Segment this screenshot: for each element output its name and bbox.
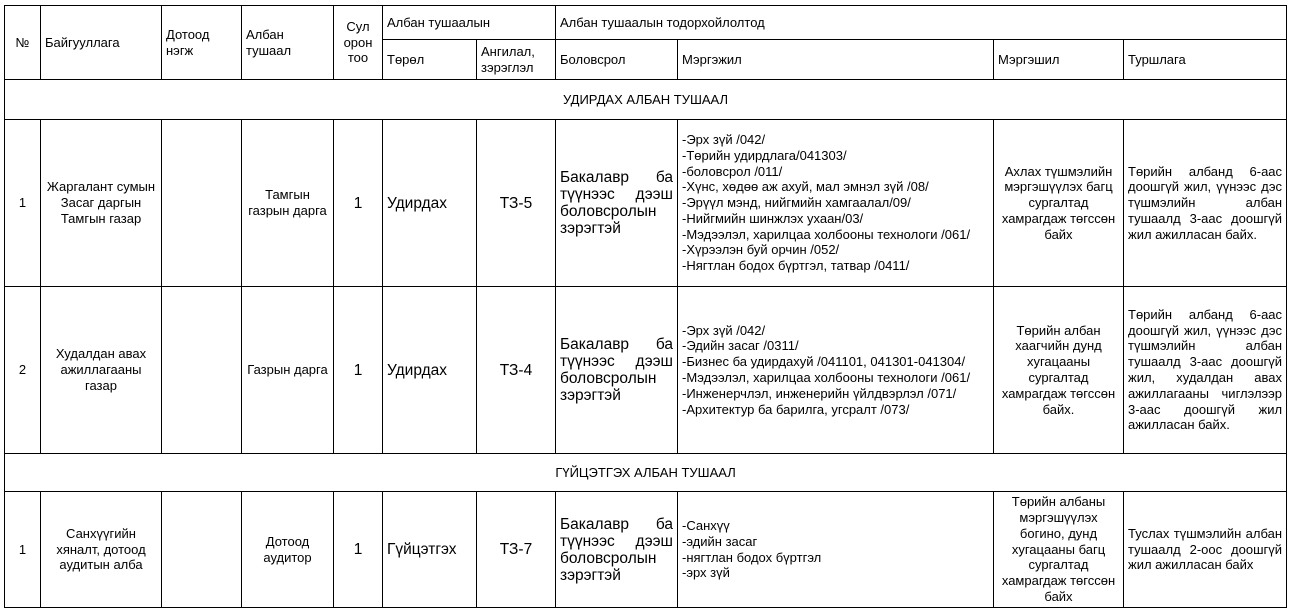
cell-unit bbox=[162, 492, 242, 608]
cell-skill: Төрийн албаны мэргэшүүлэх богино, дунд хугацааны багц сургалтад хамрагдаж төгссөн байх bbox=[994, 492, 1124, 608]
header-category: Ангилал, зэрэглэл bbox=[477, 40, 556, 80]
section-title: ГҮЙЦЭТГЭХ АЛБАН ТУШААЛ bbox=[5, 454, 1287, 492]
profession-item: -Эрүүл мэнд, нийгмийн хамгаалал/09/ bbox=[682, 195, 911, 211]
cell-experience: Төрийн албанд 6-аас доошгүй жил, үүнээс дэс түшмэлийн албан тушаалд 3-аас доошгүй жил ажилласан байх. bbox=[1124, 120, 1287, 287]
profession-item: -Мэдээлэл, харилцаа холбооны технологи /061/ bbox=[682, 226, 971, 242]
cell-type: Гүйцэтгэх bbox=[383, 492, 477, 608]
profession-item: -Эдийн засаг /0311/ bbox=[682, 338, 799, 354]
profession-item: -нягтлан бодох бүртгэл bbox=[682, 549, 822, 565]
cell-org: Санхүүгийн хяналт, дотоод аудитын алба bbox=[41, 492, 162, 608]
header-education: Боловсрол bbox=[556, 40, 678, 80]
header-experience: Туршлага bbox=[1124, 40, 1287, 80]
profession-item: -боловсрол /011/ bbox=[682, 163, 783, 179]
cell-vacancy: 1 bbox=[334, 120, 383, 287]
header-unit: Дотоод нэгж bbox=[162, 6, 242, 80]
cell-position: Тамгын газрын дарга bbox=[242, 120, 334, 287]
header-row bbox=[5, 6, 1287, 40]
cell-education: Бакалавр ба түүнээс дээш боловсролын зэрэгтэй bbox=[556, 492, 678, 608]
cell-org: Худалдан авах ажиллагааны газар bbox=[41, 287, 162, 454]
section-title: УДИРДАХ АЛБАН ТУШААЛ bbox=[5, 80, 1287, 120]
section-row bbox=[5, 454, 1287, 492]
cell-position: Газрын дарга bbox=[242, 287, 334, 454]
cell-education: Бакалавр ба түүнээс дээш боловсролын зэрэгтэй bbox=[556, 287, 678, 454]
vacancy-table bbox=[4, 5, 1287, 608]
header-skill: Мэргэшил bbox=[994, 40, 1124, 80]
cell-category: ТЗ-4 bbox=[477, 287, 556, 454]
profession-item: -Хүрээлэн буй орчин /052/ bbox=[682, 242, 840, 258]
header-profession: Мэргэжил bbox=[678, 40, 994, 80]
header-requirements: Албан тушаалын тодорхойлолтод bbox=[556, 6, 1287, 40]
cell-category: ТЗ-5 bbox=[477, 120, 556, 287]
cell-skill: Ахлах түшмэлийн мэргэшүүлэх багц сургалтад хамрагдаж төгссөн байх bbox=[994, 120, 1124, 287]
profession-item: -Нягтлан бодох бүртгэл, татвар /0411/ bbox=[682, 258, 910, 274]
cell-experience: Төрийн албанд 6-аас доошгүй жил, үүнээс дэс түшмэлийн албан тушаалд 3-аас доошгүй жил, худалдан авах ажиллагааны чиглэлээр 3-аас доошгүй жил ажилласан байх. bbox=[1124, 287, 1287, 454]
profession-item: -Архитектур ба барилга, угсралт /073/ bbox=[682, 401, 910, 417]
cell-no: 1 bbox=[5, 492, 41, 608]
header-type: Төрөл bbox=[383, 40, 477, 80]
cell-unit bbox=[162, 287, 242, 454]
profession-item: -Хүнс, хөдөө аж ахуй, мал эмнэл зүй /08/ bbox=[682, 179, 929, 195]
cell-no: 1 bbox=[5, 120, 41, 287]
cell-profession bbox=[678, 492, 994, 608]
header-vacancy: Сул орон тоо bbox=[334, 6, 383, 80]
header-position: Албан тушаал bbox=[242, 6, 334, 80]
cell-unit bbox=[162, 120, 242, 287]
table-row bbox=[5, 120, 1287, 287]
profession-item: -Төрийн удирдлага/041303/ bbox=[682, 147, 847, 163]
profession-item: -Эрх зүй /042/ bbox=[682, 131, 766, 147]
profession-item: -Бизнес ба удирдахуй /041101, 041301-041304/ bbox=[682, 354, 966, 370]
table-row bbox=[5, 287, 1287, 454]
table-row bbox=[5, 492, 1287, 608]
profession-item: -Мэдээлэл, харилцаа холбооны технологи /061/ bbox=[682, 370, 971, 385]
header-position-group: Албан тушаалын bbox=[383, 6, 556, 40]
cell-vacancy: 1 bbox=[334, 287, 383, 454]
header-no: № bbox=[5, 6, 41, 80]
cell-profession bbox=[678, 287, 994, 454]
profession-item: -эдийн засаг bbox=[682, 533, 758, 549]
profession-item: -эрх зүй bbox=[682, 565, 730, 581]
cell-position: Дотоод аудитор bbox=[242, 492, 334, 608]
cell-type: Удирдах bbox=[383, 287, 477, 454]
cell-type: Удирдах bbox=[383, 120, 477, 287]
section-row bbox=[5, 80, 1287, 120]
cell-no: 2 bbox=[5, 287, 41, 454]
cell-skill: Төрийн албан хаагчийн дунд хугацааны сургалтад хамрагдаж төгссөн байх. bbox=[994, 287, 1124, 454]
cell-vacancy: 1 bbox=[334, 492, 383, 608]
header-org: Байгууллага bbox=[41, 6, 162, 80]
cell-org: Жаргалант сумын Засаг даргын Тамгын газар bbox=[41, 120, 162, 287]
cell-category: ТЗ-7 bbox=[477, 492, 556, 608]
profession-item: -Нийгмийн шинжлэх ухаан/03/ bbox=[682, 210, 864, 226]
cell-education: Бакалавр ба түүнээс дээш боловсролын зэрэгтэй bbox=[556, 120, 678, 287]
cell-experience: Туслах түшмэлийн албан тушаалд 2-оос доошгүй жил ажилласан байх bbox=[1124, 492, 1287, 608]
profession-item: -Инженерчлэл, инженерийн үйлдвэрлэл /071/ bbox=[682, 385, 957, 401]
profession-item: -Санхүү bbox=[682, 517, 730, 533]
cell-profession bbox=[678, 120, 994, 287]
profession-item: -Эрх зүй /042/ bbox=[682, 322, 766, 338]
